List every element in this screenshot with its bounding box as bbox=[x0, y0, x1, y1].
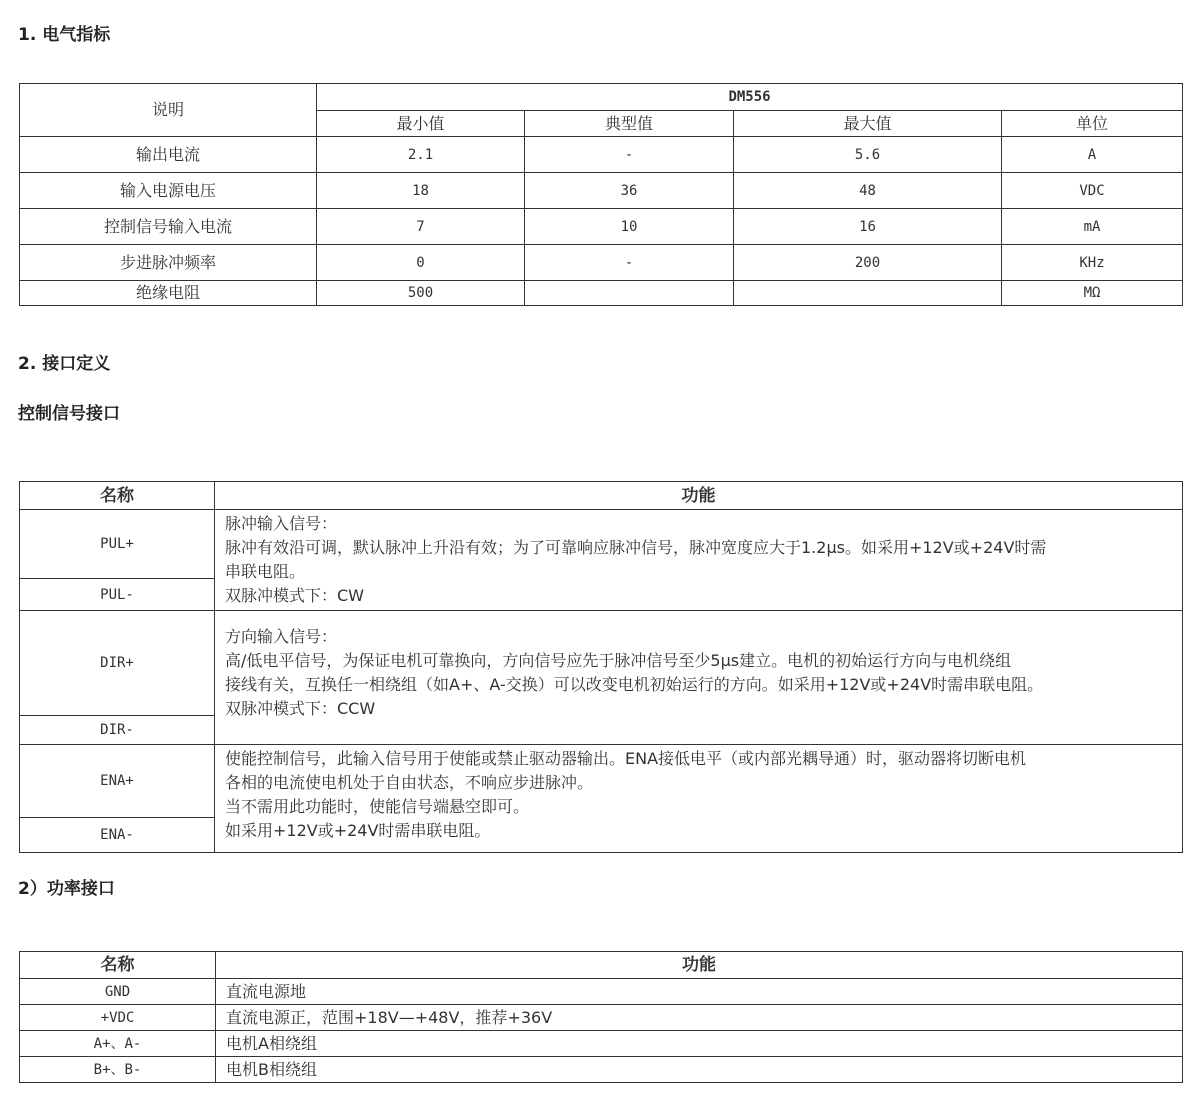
ena-function bbox=[215, 745, 1183, 853]
ena-line: 使能控制信号，此输入信号用于使能或禁止驱动器输出。ENA接低电平（或内部光耦导通）时，驱动器将切断电机 bbox=[225, 749, 1027, 768]
model-header: DM556 bbox=[317, 84, 1183, 111]
power-name: GND bbox=[20, 979, 216, 1005]
pul-function bbox=[215, 510, 1183, 611]
label-header: 说明 bbox=[20, 84, 317, 137]
pul-line: 脉冲输入信号： bbox=[225, 514, 338, 533]
row-typ: 36 bbox=[525, 173, 734, 209]
section-electrical-title: 1. 电气指标 bbox=[18, 25, 111, 45]
table-row bbox=[20, 1031, 1183, 1057]
row-max: 48 bbox=[734, 173, 1002, 209]
row-min: 2.1 bbox=[317, 137, 525, 173]
power-interface-table bbox=[19, 951, 1183, 1083]
row-min: 0 bbox=[317, 245, 525, 281]
row-min: 500 bbox=[317, 281, 525, 306]
min-header: 最小值 bbox=[317, 111, 525, 137]
row-unit: VDC bbox=[1002, 173, 1183, 209]
power-name: A+、A- bbox=[20, 1031, 216, 1057]
table-row bbox=[20, 1057, 1183, 1083]
power-function: 直流电源地 bbox=[216, 979, 1183, 1005]
ena-line: 如采用+12V或+24V时需串联电阻。 bbox=[225, 821, 491, 840]
table-row bbox=[20, 173, 1183, 209]
section-interface-title: 2. 接口定义 bbox=[18, 354, 111, 374]
ena-minus-name: ENA- bbox=[20, 818, 215, 853]
table-row bbox=[20, 245, 1183, 281]
row-unit: A bbox=[1002, 137, 1183, 173]
power-function: 直流电源正，范围+18V—+48V，推荐+36V bbox=[216, 1005, 1183, 1031]
table-row bbox=[20, 611, 1183, 716]
row-typ: 10 bbox=[525, 209, 734, 245]
dir-function bbox=[215, 611, 1183, 745]
row-max: 5.6 bbox=[734, 137, 1002, 173]
row-min: 18 bbox=[317, 173, 525, 209]
table-row bbox=[20, 1005, 1183, 1031]
row-label: 输入电源电压 bbox=[20, 173, 317, 209]
dir-minus-name: DIR- bbox=[20, 716, 215, 745]
ena-line: 当不需用此功能时，使能信号端悬空即可。 bbox=[225, 797, 530, 816]
electrical-spec-table bbox=[19, 83, 1183, 306]
pul-line: 串联电阻。 bbox=[225, 562, 306, 581]
name-header: 名称 bbox=[20, 952, 216, 979]
table-row bbox=[20, 510, 1183, 579]
table-row bbox=[20, 745, 1183, 818]
row-label: 输出电流 bbox=[20, 137, 317, 173]
power-name: +VDC bbox=[20, 1005, 216, 1031]
pul-line: 脉冲有效沿可调，默认脉冲上升沿有效；为了可靠响应脉冲信号，脉冲宽度应大于1.2μs。如采用+12V或+24V时需 bbox=[225, 538, 1047, 557]
row-typ: - bbox=[525, 137, 734, 173]
power-function: 电机A相绕组 bbox=[216, 1031, 1183, 1057]
pul-plus-name: PUL+ bbox=[20, 510, 215, 579]
power-function: 电机B相绕组 bbox=[216, 1057, 1183, 1083]
ena-plus-name: ENA+ bbox=[20, 745, 215, 818]
dir-line: 方向输入信号： bbox=[225, 627, 338, 646]
dir-plus-name: DIR+ bbox=[20, 611, 215, 716]
control-signal-subtitle: 控制信号接口 bbox=[18, 404, 120, 424]
dir-line: 双脉冲模式下：CCW bbox=[225, 699, 376, 718]
table-row bbox=[20, 137, 1183, 173]
table-row bbox=[20, 979, 1183, 1005]
pul-line: 双脉冲模式下：CW bbox=[225, 586, 364, 605]
max-header: 最大值 bbox=[734, 111, 1002, 137]
row-unit: MΩ bbox=[1002, 281, 1183, 306]
dir-line: 高/低电平信号，为保证电机可靠换向，方向信号应先于脉冲信号至少5μs建立。电机的初始运行方向与电机绕组 bbox=[225, 651, 1012, 670]
ena-line: 各相的电流使电机处于自由状态，不响应步进脉冲。 bbox=[225, 773, 594, 792]
power-name: B+、B- bbox=[20, 1057, 216, 1083]
table-row bbox=[20, 281, 1183, 306]
unit-header: 单位 bbox=[1002, 111, 1183, 137]
section-power-title: 2）功率接口 bbox=[18, 879, 115, 899]
row-label: 控制信号输入电流 bbox=[20, 209, 317, 245]
row-typ bbox=[525, 281, 734, 306]
row-unit: mA bbox=[1002, 209, 1183, 245]
typ-header: 典型值 bbox=[525, 111, 734, 137]
row-max: 16 bbox=[734, 209, 1002, 245]
row-max: 200 bbox=[734, 245, 1002, 281]
row-min: 7 bbox=[317, 209, 525, 245]
row-max bbox=[734, 281, 1002, 306]
pul-minus-name: PUL- bbox=[20, 579, 215, 611]
dir-line: 接线有关，互换任一相绕组（如A+、A-交换）可以改变电机初始运行的方向。如采用+12V或+24V时需串联电阻。 bbox=[225, 675, 1044, 694]
row-label: 步进脉冲频率 bbox=[20, 245, 317, 281]
function-header: 功能 bbox=[216, 952, 1183, 979]
table-row bbox=[20, 209, 1183, 245]
function-header: 功能 bbox=[215, 482, 1183, 510]
row-typ: - bbox=[525, 245, 734, 281]
row-unit: KHz bbox=[1002, 245, 1183, 281]
row-label: 绝缘电阻 bbox=[20, 281, 317, 306]
control-signal-table bbox=[19, 481, 1183, 853]
name-header: 名称 bbox=[20, 482, 215, 510]
